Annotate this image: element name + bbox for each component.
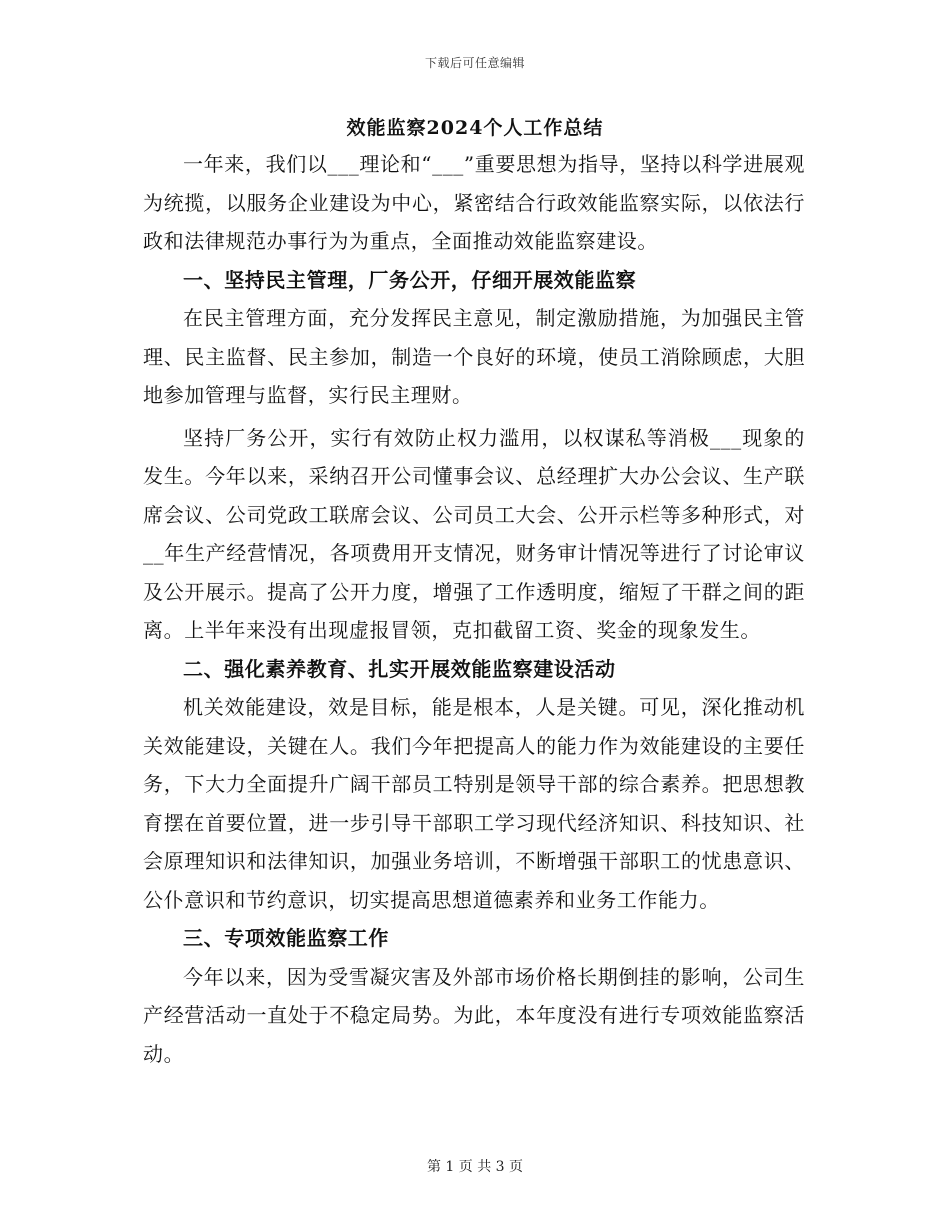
document-body	[143, 145, 805, 1073]
page-number-footer: 第 1 页 共 3 页	[426, 1159, 524, 1175]
section-3-heading: 三、专项效能监察工作	[183, 926, 389, 950]
section-1-heading: 一、坚持民主管理，厂务公开，仔细开展效能监察	[183, 267, 637, 292]
section-2-heading: 二、强化素养教育、扎实开展效能监察建设活动	[183, 656, 616, 681]
page-header-note: 下载后可任意编辑	[424, 56, 525, 70]
intro-paragraph: 一年来，我们以___理论和“___”重要思想为指导，坚持以科学进展观为统揽，以服务企业建设为中心，紧密结合行政效能监察实际，以依法行政和法律规范办事行为为重点，全面推动效能监察建设。	[143, 152, 805, 253]
section-2-paragraph-1: 机关效能建设，效是目标，能是根本，人是关键。可见，深化推动机关效能建设，关键在人。我们今年把提高人的能力作为效能建设的主要任务，下大力全面提升广阔干部员工特别是领导干部的综合素养。把思想教育摆在首要位置，进一步引导干部职工学习现代经济知识、科技知识、社会原理知识和法律知识，加强业务培训，不断增强干部职工的忧患意识、公仆意识和节约意识，切实提高思想道德素养和业务工作能力。	[143, 695, 805, 912]
section-1-paragraph-2: 坚持厂务公开，实行有效防止权力滥用，以权谋私等消极___现象的发生。今年以来，采纳召开公司懂事会议、总经理扩大办公会议、生产联席会议、公司党政工联席会议、公司员工大会、公开示栏等多种形式，对__年生产经营情况，各项费用开支情况，财务审计情况等进行了讨论审议及公开展示。提高了公开力度，增强了工作透明度，缩短了干群之间的距离。上半年来没有出现虚报冒领，克扣截留工资、奖金的现象发生。	[143, 425, 805, 642]
section-3-paragraph-1: 今年以来，因为受雪凝灾害及外部市场价格长期倒挂的影响，公司生产经营活动一直处于不稳定局势。为此，本年度没有进行专项效能监察活动。	[143, 964, 805, 1066]
section-1-paragraph-1: 在民主管理方面，充分发挥民主意见，制定激励措施，为加强民主管理、民主监督、民主参加，制造一个良好的环境，使员工消除顾虑，大胆地参加管理与监督，实行民主理财。	[143, 306, 805, 407]
document-title: 效能监察2024个人工作总结	[346, 117, 604, 139]
